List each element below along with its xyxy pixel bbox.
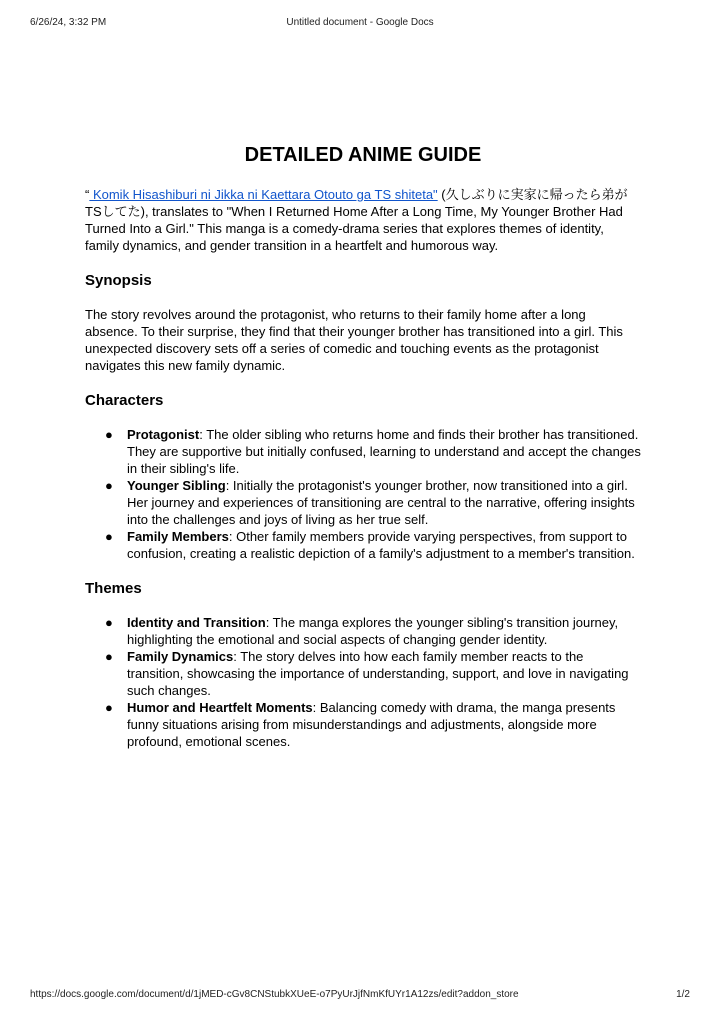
document-body	[85, 142, 641, 750]
themes-list	[85, 614, 641, 750]
document-title: DETAILED ANIME GUIDE	[244, 144, 482, 166]
bullet-icon: ●	[105, 427, 113, 442]
list-item-term: Protagonist	[127, 427, 200, 442]
list-item-desc: : Initially the protagonist's younger brother, now transitioned into a girl. Her journey and experiences of transitioning are central to the narrative, offering insights into the challenges and joys of living as her true self.	[127, 478, 635, 527]
list-item-desc: : The older sibling who returns home and finds their brother has transitioned. They are supportive but initially confused, learning to understand and accept the changes in their sibling's life.	[127, 427, 641, 476]
list-item	[85, 528, 641, 562]
list-item-desc: : The manga explores the younger sibling's transition journey, highlighting the emotional and social aspects of changing gender identity.	[127, 615, 619, 647]
print-datetime: 6/26/24, 3:32 PM	[30, 17, 107, 28]
list-item	[85, 648, 641, 699]
list-item-term: Younger Sibling	[127, 478, 226, 493]
bullet-icon: ●	[105, 529, 113, 544]
print-header	[30, 17, 690, 31]
characters-heading: Characters	[85, 392, 164, 409]
print-doc-title: Untitled document - Google Docs	[286, 17, 434, 28]
list-item-term: Family Dynamics	[127, 649, 234, 664]
themes-heading: Themes	[85, 580, 142, 597]
bullet-icon: ●	[105, 478, 113, 493]
list-item-term: Identity and Transition	[127, 615, 266, 630]
print-url: https://docs.google.com/document/d/1jMED-cGv8CNStubkXUeE-o7PyUrJjfNmKfUYr1A12zs/edit?addon_store	[30, 989, 519, 1000]
intro-text: (久しぶりに実家に帰ったら弟がTSしてた), translates to "When I Returned Home After a Long Time, My Younger Brother Had Turned Into a Girl." This manga is a comedy-drama series that explores themes of identity, family dynamics, and gender transition in a heartfelt and humorous way.	[85, 187, 628, 253]
print-footer	[30, 989, 690, 1003]
list-item	[85, 614, 641, 648]
bullet-icon: ●	[105, 649, 113, 664]
characters-list	[85, 426, 641, 562]
list-item-desc: : Balancing comedy with drama, the manga presents funny situations arising from misunderstandings and adjustments, alongside more profound, emotional scenes.	[127, 700, 616, 749]
list-item	[85, 426, 641, 477]
manga-title-link[interactable]: Komik Hisashiburi ni Jikka ni Kaettara Otouto ga TS shiteta"	[89, 187, 438, 202]
bullet-icon: ●	[105, 615, 113, 630]
bullet-icon: ●	[105, 700, 113, 715]
list-item	[85, 699, 641, 750]
intro-paragraph	[85, 186, 641, 254]
list-item-term: Humor and Heartfelt Moments	[127, 700, 313, 715]
list-item-desc: : The story delves into how each family member reacts to the transition, showcasing the importance of understanding, support, and love in navigating such changes.	[127, 649, 629, 698]
list-item-desc: : Other family members provide varying perspectives, from support to confusion, creating a realistic depiction of a family's adjustment to a member's transition.	[127, 529, 635, 561]
page-number: 1/2	[676, 989, 690, 1000]
intro-open-quote: “	[85, 187, 90, 202]
list-item	[85, 477, 641, 528]
synopsis-paragraph: The story revolves around the protagonist, who returns to their family home after a long absence. To their surprise, they find that their younger brother has transitioned into a girl. This unexpected discovery sets off a series of comedic and touching events as the protagonist navigates this new family dynamic.	[85, 307, 623, 373]
list-item-term: Family Members	[127, 529, 229, 544]
synopsis-heading: Synopsis	[85, 272, 152, 289]
